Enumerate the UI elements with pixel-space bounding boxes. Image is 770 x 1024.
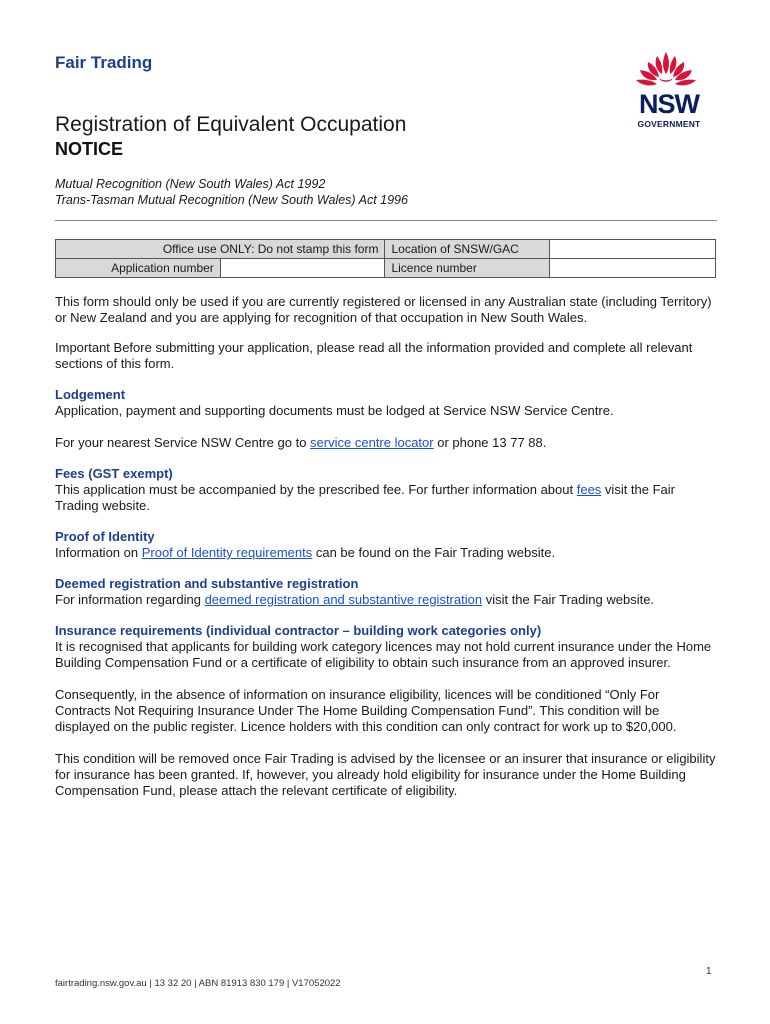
office-use-table xyxy=(55,239,716,278)
footer-text: fairtrading.nsw.gov.au | 13 32 20 | ABN 81913 830 179 | V17052022 xyxy=(55,978,341,989)
important-paragraph xyxy=(55,340,717,372)
deemed-registration-link[interactable]: deemed registration and substantive registration xyxy=(204,592,483,607)
logo-nsw-text: NSW xyxy=(639,89,699,119)
important-label: Important xyxy=(55,340,110,355)
insurance-paragraph-3: This condition will be removed once Fair Trading is advised by the licensee or an insurer that insurance or eligibility for insurance has been granted. If, however, you already hold eligibility for insurance under the Home Building Compensation Fund, please attach the relevant certificate of eligibility. xyxy=(55,751,716,798)
divider xyxy=(55,220,717,221)
page-subtitle: NOTICE xyxy=(55,139,124,159)
application-number-label: Application number xyxy=(56,259,221,278)
lodgement-heading: Lodgement xyxy=(55,387,126,402)
identity-heading: Proof of Identity xyxy=(55,529,155,544)
identity-paragraph xyxy=(55,545,717,561)
office-use-label: Office use ONLY: Do not stamp this form xyxy=(56,240,385,259)
page-number: 1 xyxy=(706,966,712,977)
intro-paragraph: This form should only be used if you are currently registered or licensed in any Australian state (including Territory) or New Zealand and you are applying for recognition of that occupation in New South Wales. xyxy=(55,294,712,325)
insurance-heading: Insurance requirements (individual contractor – building work categories only) xyxy=(55,623,542,638)
fees-heading: Fees (GST exempt) xyxy=(55,466,173,481)
brand-title: Fair Trading xyxy=(55,53,153,72)
fees-text-post: visit the Fair Trading website. xyxy=(55,482,675,513)
identity-text-pre: Information on xyxy=(55,545,142,560)
lodgement-paragraph: Application, payment and supporting documents must be lodged at Service NSW Service Centre. xyxy=(55,403,614,418)
location-field[interactable] xyxy=(550,240,716,259)
application-number-field[interactable] xyxy=(220,259,385,278)
licence-number-label: Licence number xyxy=(385,259,550,278)
location-label: Location of SNSW/GAC xyxy=(385,240,550,259)
page-title: Registration of Equivalent Occupation xyxy=(55,113,407,136)
locator-paragraph xyxy=(55,435,717,451)
locator-text-pre: For your nearest Service NSW Centre go to xyxy=(55,435,311,450)
proof-of-identity-link[interactable]: Proof of Identity requirements xyxy=(141,545,313,560)
deemed-heading: Deemed registration and substantive registration xyxy=(55,576,359,591)
deemed-text-pre: For information regarding xyxy=(55,592,205,607)
deemed-text-post: visit the Fair Trading website. xyxy=(482,592,655,607)
fees-paragraph xyxy=(55,482,717,514)
logo-government-text: GOVERNMENT xyxy=(637,119,701,129)
important-text: Before submitting your application, please read all the information provided and complete all relevant sections of this form. xyxy=(55,340,693,371)
act-2: Trans-Tasman Mutual Recognition (New South Wales) Act 1996 xyxy=(55,193,408,207)
identity-text-post: can be found on the Fair Trading website. xyxy=(312,545,556,560)
insurance-paragraph-1: It is recognised that applicants for building work category licences may not hold current insurance under the Home Building Compensation Fund or a certificate of eligibility to obtain such insurance from an approved insurer. xyxy=(55,639,712,670)
legislation-list xyxy=(55,176,408,208)
insurance-paragraph-2: Consequently, in the absence of information on insurance eligibility, licences will be conditioned “Only For Contracts Not Requiring Insurance Under The Home Building Compensation Fund”. This condition will be displayed on the public register. Licence holders with this condition can only contract for work up to $20,000. xyxy=(55,687,677,734)
service-centre-locator-link[interactable]: service centre locator xyxy=(310,435,434,450)
act-1: Mutual Recognition (New South Wales) Act 1992 xyxy=(55,177,326,191)
fees-text-pre: This application must be accompanied by the prescribed fee. For further information about xyxy=(55,482,577,497)
document-body xyxy=(55,294,717,799)
fees-link[interactable]: fees xyxy=(576,482,602,497)
locator-text-post: or phone 13 77 88. xyxy=(433,435,547,450)
licence-number-field[interactable] xyxy=(550,259,716,278)
deemed-paragraph xyxy=(55,592,717,608)
